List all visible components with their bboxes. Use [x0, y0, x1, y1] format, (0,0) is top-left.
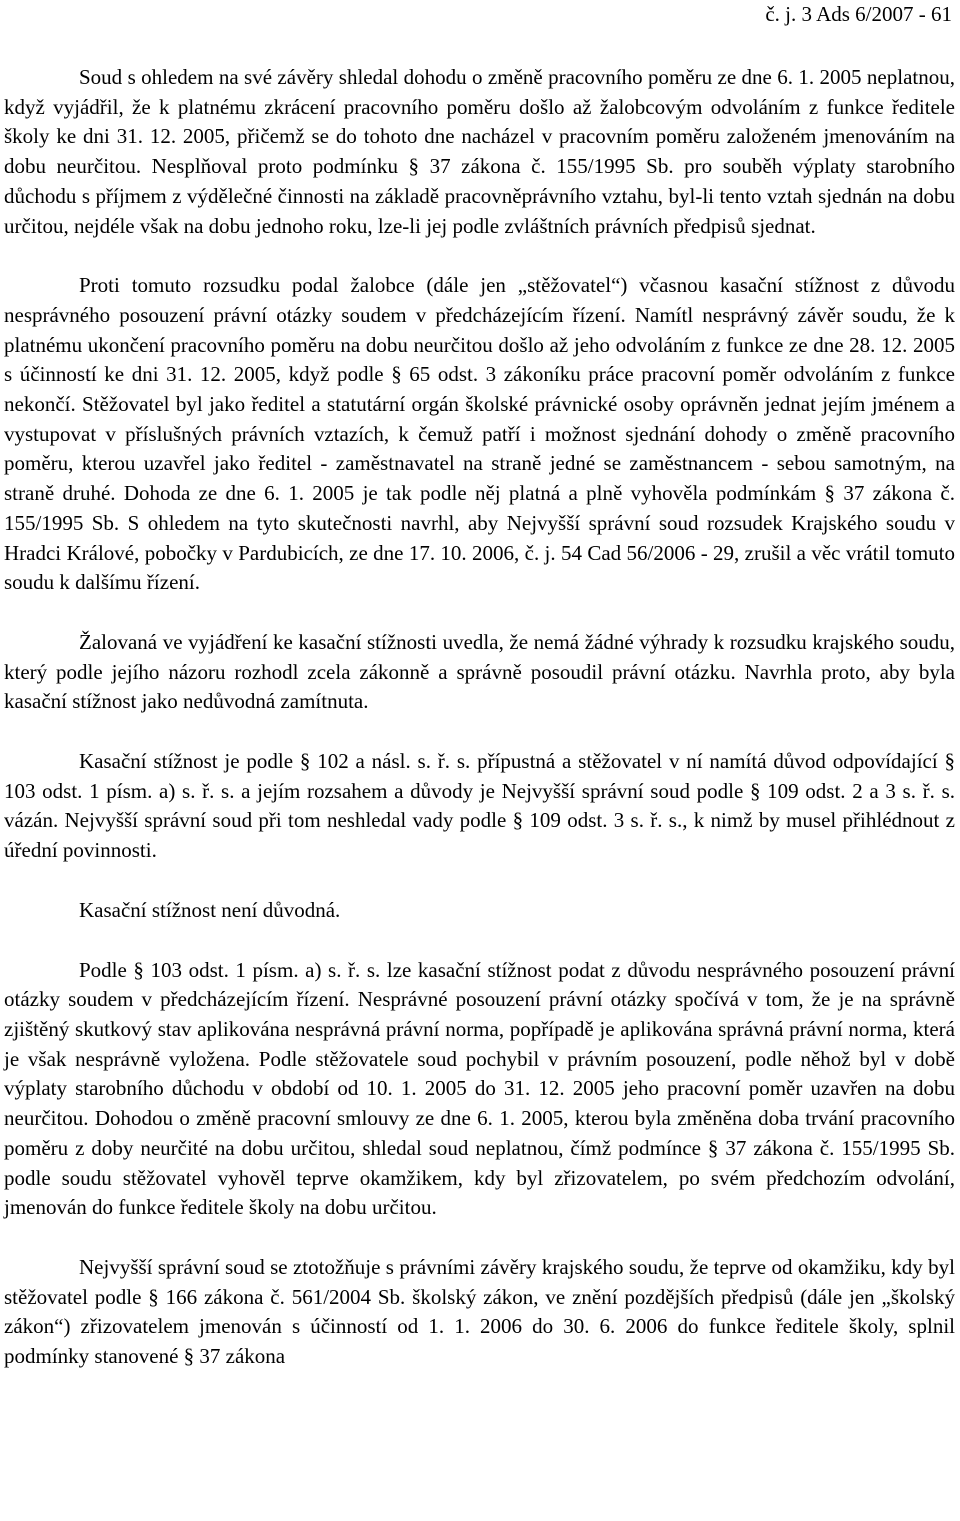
document-body — [4, 63, 955, 1372]
paragraph-defendant-statement: Žalovaná ve vyjádření ke kasační stížnosti uvedla, že nemá žádné výhrady k rozsudku krajského soudu, který podle jejího názoru rozhodl zcela zákonně a správně posoudil právní otázku. Navrhla proto, aby byla kasační stížnost jako nedůvodná zamítnuta. — [4, 629, 955, 714]
paragraph-admissibility: Kasační stížnost je podle § 102 a násl. s. ř. s. přípustná a stěžovatel v ní namítá důvod odpovídající § 103 odst. 1 písm. a) s. ř. s. a jejím rozsahem a důvody je Nejvyšší správní soud podle § 109 odst. 2 a 3 s. ř. s. vázán. Nejvyšší správní soud při tom neshledal vady podle § 109 odst. 3 s. ř. s., k nimž by musel přihlédnout z úřední povinnosti. — [4, 749, 955, 863]
paragraph-supreme-court-agreement: Nejvyšší správní soud se ztotožňuje s právními závěry krajského soudu, že teprve od okamžiku, kdy byl stěžovatel podle § 166 zákona č. 561/2004 Sb. školský zákon, ve znění pozdějších předpisů (dále jen „školský zákon“) zřizovatelem jmenován s účinností od 1. 1. 2006 do 30. 6. 2006 do funkce ředitele školy, splnil podmínky stanovené § 37 zákona — [4, 1254, 955, 1369]
case-reference: č. j. 3 Ads 6/2007 - 61 — [765, 2, 952, 26]
paragraph-court-findings: Soud s ohledem na své závěry shledal dohodu o změně pracovního poměru ze dne 6. 1. 2005 neplatnou, když vyjádřil, že k platnému zkrácení pracovního poměru došlo až žalobcovým odvoláním z funkce ředitele školy ke dni 31. 12. 2005, přičemž se do tohoto dne nacházel v pracovním poměru založeném jmenováním na dobu neurčitou. Nesplňoval proto podmínku § 37 zákona č. 155/1995 Sb. pro souběh výplaty starobního důchodu s příjmem z výdělečné činnosti na základě pracovněprávního vztahu, byl-li tento vztah sjednán na dobu určitou, nejdéle však na dobu jednoho roku, lze-li jej podle zvláštních právních předpisů sjednat. — [4, 65, 955, 238]
paragraph-legal-assessment: Podle § 103 odst. 1 písm. a) s. ř. s. lze kasační stížnost podat z důvodu nesprávného posouzení právní otázky soudem v předcházejícím řízení. Nesprávné posouzení právní otázky spočívá v tom, že je na správně zjištěný skutkový stav aplikována nesprávná právní norma, popřípadě je aplikována správná právní norma, která je však nesprávně vyložena. Podle stěžovatele soud pochybil v právním posouzení, podle něhož byl v době výplaty starobního důchodu v období od 10. 1. 2005 do 31. 12. 2005 jeho pracovní poměr uzavřen na dobu neurčitou. Dohodou o změně pracovní smlouvy ze dne 6. 1. 2005, kterou byla změněna doba trvání pracovního poměru z doby neurčité na dobu určitou, shledal soud neplatnou, čímž podmínce § 37 zákona č. 155/1995 Sb. podle soudu stěžovatel vyhověl teprve okamžikem, kdy byl zřizovatelem, po svém předchozím odvolání, jmenován do funkce ředitele školy na dobu určitou. — [4, 957, 955, 1220]
paragraph-cassation-complaint: Proti tomuto rozsudku podal žalobce (dále jen „stěžovatel“) včasnou kasační stížnost z důvodu nesprávného posouzení právní otázky soudem v předcházejícím řízení. Namítl nesprávný závěr soudu, že k platnému ukončení pracovního poměru na dobu neurčitou došlo až jeho odvoláním z funkce ze dne 28. 12. 2005 s účinností ke dni 31. 12. 2005, když podle § 65 odst. 3 zákoníku práce pracovní poměr odvoláním z funkce nekončí. Stěžovatel byl jako ředitel a statutární orgán školské právnické osoby oprávněn jednat jejím jménem a vystupovat v příslušných právních vztazích, k čemuž patří i možnost sjednání dohody o změně pracovního poměru, kterou uzavřel jako ředitel - zaměstnavatel na straně jedné se zaměstnancem - sebou samotným, na straně druhé. Dohoda ze dne 6. 1. 2005 je tak podle něj platná a plně vyhověla podmínkám § 37 zákona č. 155/1995 Sb. S ohledem na tyto skutečnosti navrhl, aby Nejvyšší správní soud rozsudek Krajského soudu v Hradci Králové, pobočky v Pardubicích, ze dne 17. 10. 2006, č. j. 54 Cad 56/2006 - 29, zrušil a věc vrátil tomuto soudu k dalšímu řízení. — [4, 273, 955, 595]
paragraph-verdict: Kasační stížnost není důvodná. — [79, 897, 341, 922]
